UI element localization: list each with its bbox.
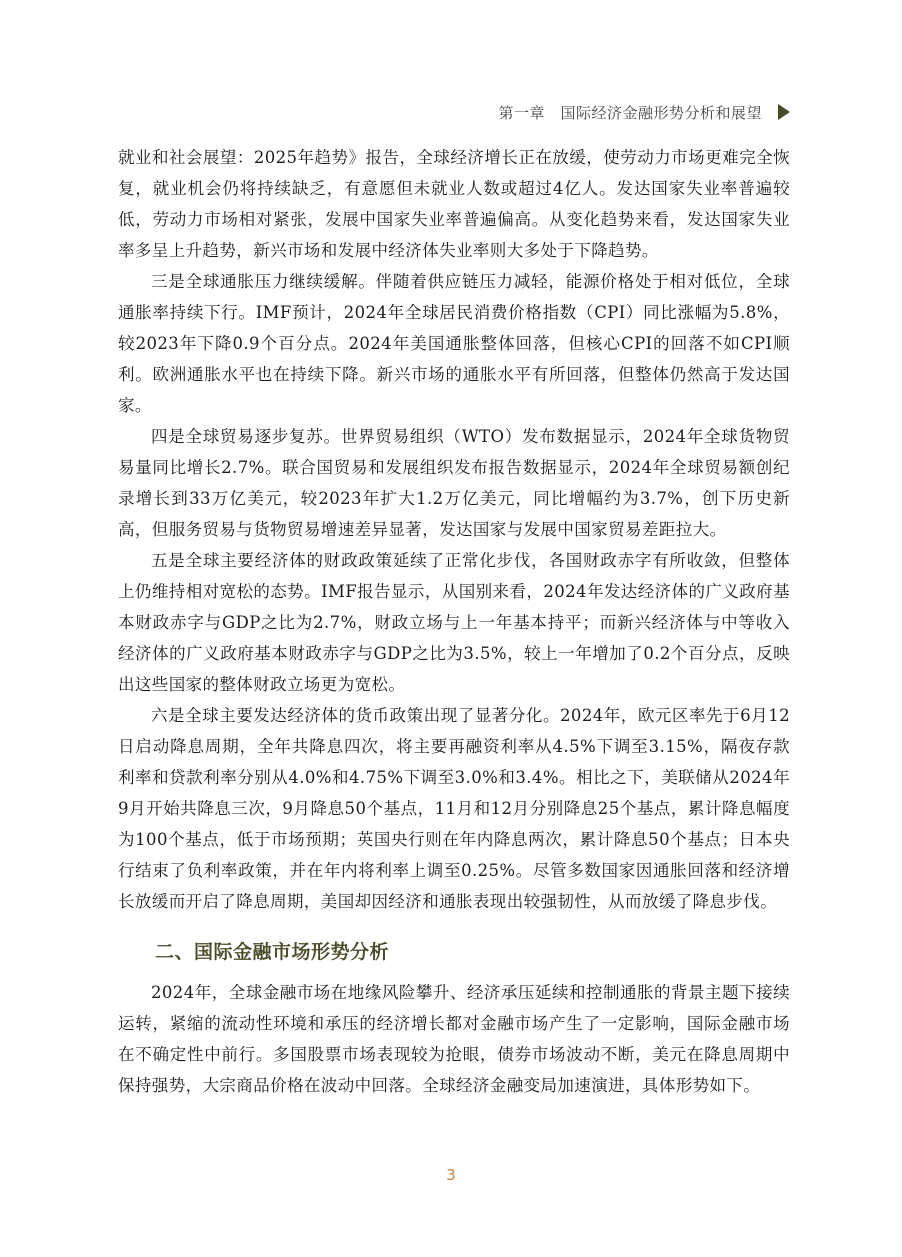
paragraph-monetary: 六是全球主要发达经济体的货币政策出现了显著分化。2024年，欧元区率先于6月12日启动降息周期，全年共降息四次，将主要再融资利率从4.5%下调至3.15%，隔夜存款利率和贷款利率分别从4.0%和4.75%下调至3.0%和3.4%。相比之下，美联储从2024年9月开始共降息三次，9月降息50个基点，11月和12月分别降息25个基点，累计降息幅度为100个基点，低于市场预期；英国央行则在年内降息两次，累计降息50个基点；日本央行结束了负利率政策，并在年内将利率上调至0.25%。尽管多数国家因通胀回落和经济增长放缓而开启了降息周期，美国却因经济和通胀表现出较强韧性，从而放缓了降息步伐。 — [118, 706, 790, 911]
right-triangle-icon — [778, 104, 790, 120]
chapter-title: 第一章 国际经济金融形势分析和展望 — [498, 103, 762, 122]
paragraph-continued: 就业和社会展望：2025年趋势》报告，全球经济增长正在放缓，使劳动力市场更难完全恢复，就业机会仍将持续缺乏，有意愿但未就业人数或超过4亿人。发达国家失业率普遍较低，劳动力市场相对紧张，发展中国家失业率普遍偏高。从变化趋势来看，发达国家失业率多呈上升趋势，新兴市场和发展中经济体失业率则大多处于下降趋势。 — [118, 148, 790, 260]
page-number: 3 — [446, 1166, 456, 1184]
section-heading: 二、国际金融市场形势分析 — [155, 941, 390, 963]
paragraph-trade: 四是全球贸易逐步复苏。世界贸易组织（WTO）发布数据显示，2024年全球货物贸易量同比增长2.7%。联合国贸易和发展组织发布报告数据显示，2024年全球贸易额创纪录增长到33万亿美元，较2023年扩大1.2万亿美元，同比增幅约为3.7%，创下历史新高，但服务贸易与货物贸易增速差异显著，发达国家与发展中国家贸易差距拉大。 — [118, 427, 790, 539]
paragraph-fiscal: 五是全球主要经济体的财政政策延续了正常化步伐，各国财政赤字有所收敛，但整体上仍维持相对宽松的态势。IMF报告显示，从国别来看，2024年发达经济体的广义政府基本财政赤字与GDP之比为2.7%，财政立场与上一年基本持平；而新兴经济体与中等收入经济体的广义政府基本财政赤字与GDP之比为3.5%，较上一年增加了0.2个百分点，反映出这些国家的整体财政立场更为宽松。 — [118, 551, 790, 694]
running-header — [498, 100, 790, 124]
paragraph-inflation: 三是全球通胀压力继续缓解。伴随着供应链压力减轻，能源价格处于相对低位，全球通胀率持续下行。IMF预计，2024年全球居民消费价格指数（CPI）同比涨幅为5.8%，较2023年下降0.9个百分点。2024年美国通胀整体回落，但核心CPI的回落不如CPI顺利。欧洲通胀水平也在持续下降。新兴市场的通胀水平有所回落，但整体仍然高于发达国家。 — [118, 272, 790, 415]
body-text — [118, 142, 790, 1101]
paragraph-financial-markets: 2024年，全球金融市场在地缘风险攀升、经济承压延续和控制通胀的背景主题下接续运转，紧缩的流动性环境和承压的经济增长都对金融市场产生了一定影响，国际金融市场在不确定性中前行。多国股票市场表现较为抢眼，债券市场波动不断，美元在降息周期中保持强势，大宗商品价格在波动中回落。全球经济金融变局加速演进，具体形势如下。 — [118, 983, 790, 1095]
